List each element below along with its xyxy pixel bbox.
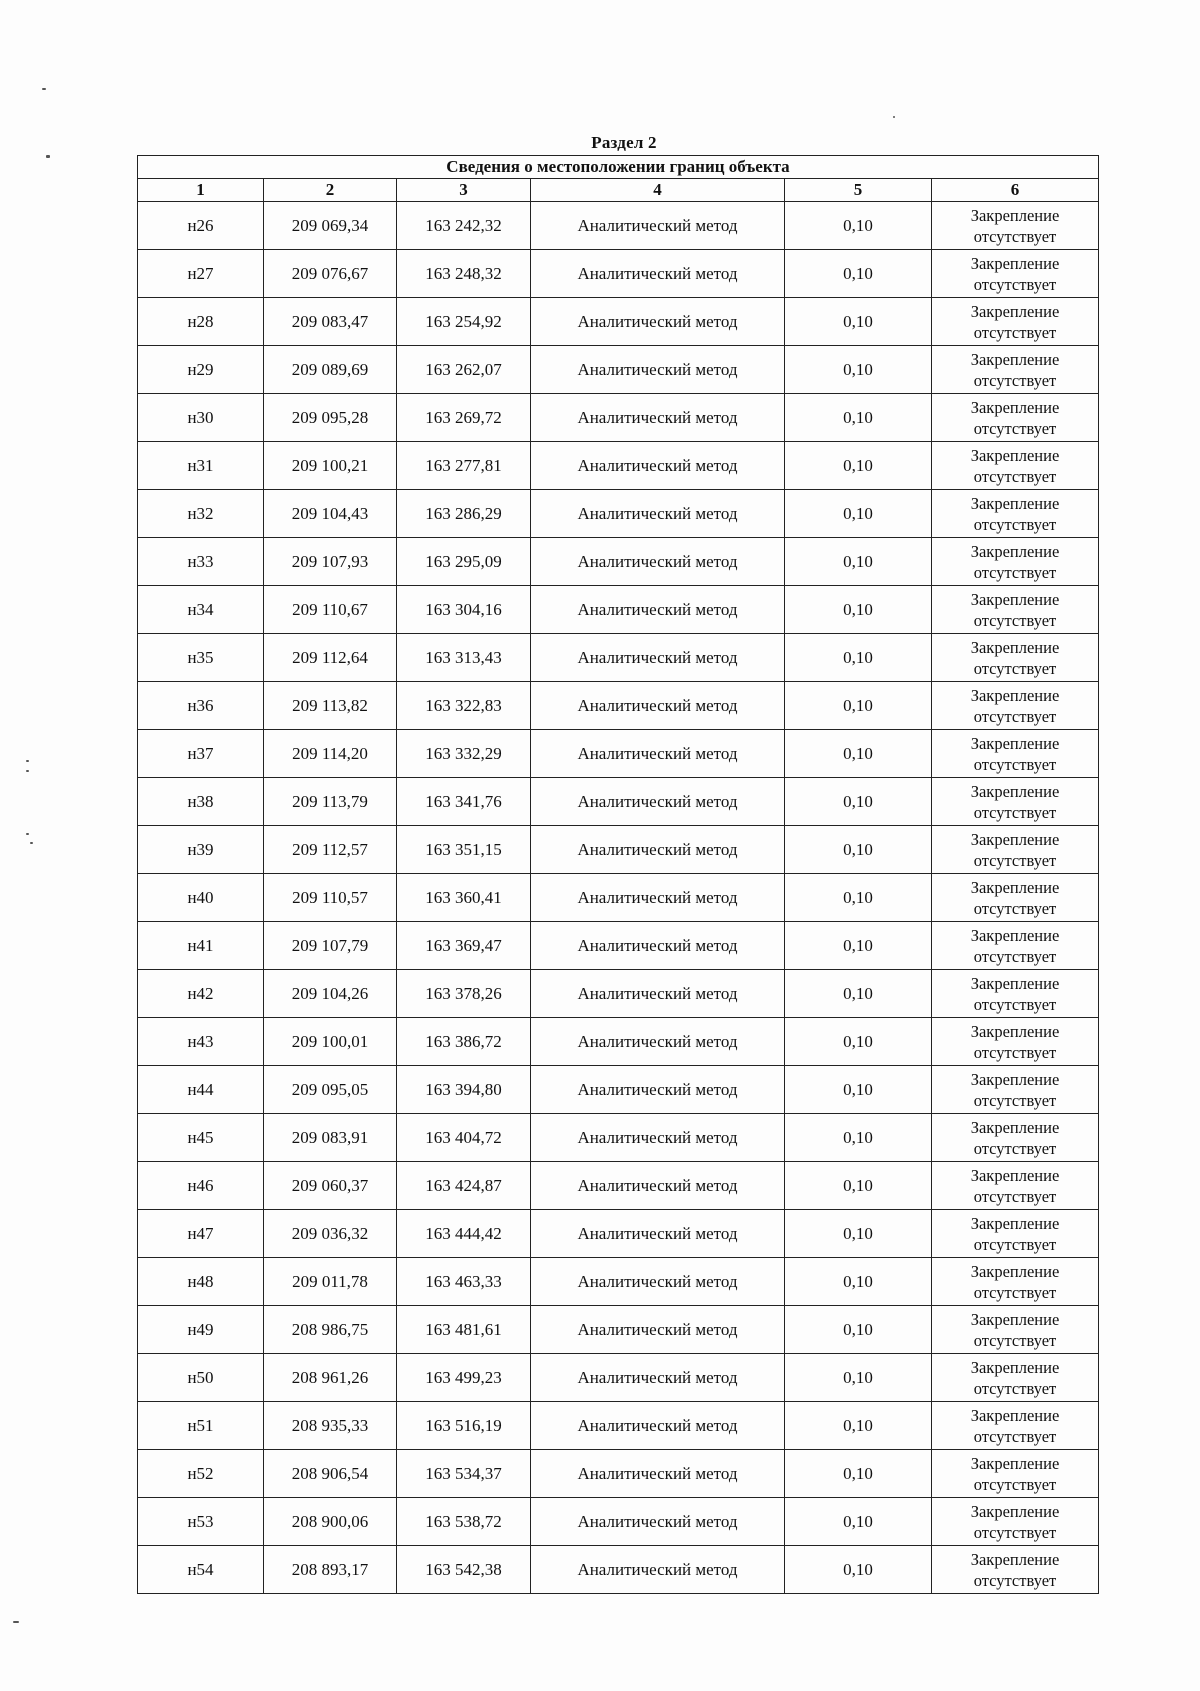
fixing-description-cell: Закрепление отсутствует	[932, 1450, 1099, 1498]
fixing-description-cell: Закрепление отсутствует	[932, 634, 1099, 682]
table-row	[138, 682, 1099, 730]
method-cell: Аналитический метод	[531, 202, 785, 250]
y-coordinate-cell: 163 277,81	[397, 442, 531, 490]
method-cell: Аналитический метод	[531, 1546, 785, 1594]
x-coordinate-cell: 209 069,34	[264, 202, 397, 250]
accuracy-cell: 0,10	[785, 490, 932, 538]
fixing-description-cell: Закрепление отсутствует	[932, 1162, 1099, 1210]
fixing-description-cell: Закрепление отсутствует	[932, 826, 1099, 874]
y-coordinate-cell: 163 254,92	[397, 298, 531, 346]
y-coordinate-cell: 163 262,07	[397, 346, 531, 394]
fixing-description-cell: Закрепление отсутствует	[932, 1018, 1099, 1066]
table-body	[138, 202, 1099, 1594]
table-row	[138, 202, 1099, 250]
y-coordinate-cell: 163 341,76	[397, 778, 531, 826]
table-row	[138, 1498, 1099, 1546]
method-cell: Аналитический метод	[531, 634, 785, 682]
y-coordinate-cell: 163 286,29	[397, 490, 531, 538]
y-coordinate-cell: 163 369,47	[397, 922, 531, 970]
accuracy-cell: 0,10	[785, 1114, 932, 1162]
table-row	[138, 538, 1099, 586]
method-cell: Аналитический метод	[531, 298, 785, 346]
fixing-description-cell: Закрепление отсутствует	[932, 1210, 1099, 1258]
x-coordinate-cell: 209 112,64	[264, 634, 397, 682]
point-name-cell: н35	[138, 634, 264, 682]
method-cell: Аналитический метод	[531, 1258, 785, 1306]
point-name-cell: н48	[138, 1258, 264, 1306]
x-coordinate-cell: 209 113,79	[264, 778, 397, 826]
accuracy-cell: 0,10	[785, 634, 932, 682]
accuracy-cell: 0,10	[785, 442, 932, 490]
x-coordinate-cell: 209 107,93	[264, 538, 397, 586]
x-coordinate-cell: 209 104,43	[264, 490, 397, 538]
y-coordinate-cell: 163 322,83	[397, 682, 531, 730]
table-row	[138, 1018, 1099, 1066]
method-cell: Аналитический метод	[531, 394, 785, 442]
table-row	[138, 1450, 1099, 1498]
table-row	[138, 394, 1099, 442]
y-coordinate-cell: 163 542,38	[397, 1546, 531, 1594]
y-coordinate-cell: 163 304,16	[397, 586, 531, 634]
column-number: 5	[785, 179, 932, 202]
point-name-cell: н31	[138, 442, 264, 490]
boundary-table-wrapper	[137, 155, 1099, 1594]
table-caption: Сведения о местоположении границ объекта	[138, 156, 1099, 179]
point-name-cell: н40	[138, 874, 264, 922]
method-cell: Аналитический метод	[531, 586, 785, 634]
y-coordinate-cell: 163 313,43	[397, 634, 531, 682]
table-row	[138, 778, 1099, 826]
method-cell: Аналитический метод	[531, 442, 785, 490]
x-coordinate-cell: 208 893,17	[264, 1546, 397, 1594]
fixing-description-cell: Закрепление отсутствует	[932, 346, 1099, 394]
column-number: 4	[531, 179, 785, 202]
method-cell: Аналитический метод	[531, 1114, 785, 1162]
accuracy-cell: 0,10	[785, 1210, 932, 1258]
y-coordinate-cell: 163 360,41	[397, 874, 531, 922]
column-number-row	[138, 179, 1099, 202]
x-coordinate-cell: 208 900,06	[264, 1498, 397, 1546]
point-name-cell: н28	[138, 298, 264, 346]
column-number: 2	[264, 179, 397, 202]
accuracy-cell: 0,10	[785, 1546, 932, 1594]
scan-speck	[26, 833, 29, 835]
x-coordinate-cell: 209 100,01	[264, 1018, 397, 1066]
x-coordinate-cell: 208 906,54	[264, 1450, 397, 1498]
table-row	[138, 586, 1099, 634]
point-name-cell: н44	[138, 1066, 264, 1114]
table-row	[138, 442, 1099, 490]
x-coordinate-cell: 209 095,05	[264, 1066, 397, 1114]
y-coordinate-cell: 163 394,80	[397, 1066, 531, 1114]
fixing-description-cell: Закрепление отсутствует	[932, 442, 1099, 490]
table-row	[138, 730, 1099, 778]
column-number: 3	[397, 179, 531, 202]
point-name-cell: н52	[138, 1450, 264, 1498]
scan-speck	[26, 770, 29, 772]
accuracy-cell: 0,10	[785, 1402, 932, 1450]
accuracy-cell: 0,10	[785, 202, 932, 250]
method-cell: Аналитический метод	[531, 874, 785, 922]
point-name-cell: н43	[138, 1018, 264, 1066]
table-row	[138, 1546, 1099, 1594]
accuracy-cell: 0,10	[785, 1354, 932, 1402]
table-row	[138, 634, 1099, 682]
y-coordinate-cell: 163 378,26	[397, 970, 531, 1018]
point-name-cell: н39	[138, 826, 264, 874]
table-row	[138, 250, 1099, 298]
accuracy-cell: 0,10	[785, 346, 932, 394]
table-row	[138, 298, 1099, 346]
method-cell: Аналитический метод	[531, 1306, 785, 1354]
scan-speck	[42, 88, 46, 90]
table-row	[138, 826, 1099, 874]
y-coordinate-cell: 163 404,72	[397, 1114, 531, 1162]
fixing-description-cell: Закрепление отсутствует	[932, 490, 1099, 538]
fixing-description-cell: Закрепление отсутствует	[932, 1354, 1099, 1402]
fixing-description-cell: Закрепление отсутствует	[932, 1306, 1099, 1354]
y-coordinate-cell: 163 351,15	[397, 826, 531, 874]
y-coordinate-cell: 163 424,87	[397, 1162, 531, 1210]
accuracy-cell: 0,10	[785, 682, 932, 730]
column-number: 1	[138, 179, 264, 202]
boundary-coordinates-table	[137, 155, 1099, 1594]
x-coordinate-cell: 209 112,57	[264, 826, 397, 874]
y-coordinate-cell: 163 463,33	[397, 1258, 531, 1306]
fixing-description-cell: Закрепление отсутствует	[932, 394, 1099, 442]
table-row	[138, 970, 1099, 1018]
y-coordinate-cell: 163 248,32	[397, 250, 531, 298]
fixing-description-cell: Закрепление отсутствует	[932, 586, 1099, 634]
point-name-cell: н41	[138, 922, 264, 970]
accuracy-cell: 0,10	[785, 1498, 932, 1546]
table-row	[138, 874, 1099, 922]
method-cell: Аналитический метод	[531, 682, 785, 730]
point-name-cell: н47	[138, 1210, 264, 1258]
table-row	[138, 922, 1099, 970]
fixing-description-cell: Закрепление отсутствует	[932, 538, 1099, 586]
method-cell: Аналитический метод	[531, 538, 785, 586]
table-row	[138, 1210, 1099, 1258]
column-number: 6	[932, 179, 1099, 202]
fixing-description-cell: Закрепление отсутствует	[932, 1402, 1099, 1450]
accuracy-cell: 0,10	[785, 1162, 932, 1210]
accuracy-cell: 0,10	[785, 970, 932, 1018]
scan-speck	[30, 842, 33, 844]
x-coordinate-cell: 209 100,21	[264, 442, 397, 490]
point-name-cell: н49	[138, 1306, 264, 1354]
accuracy-cell: 0,10	[785, 394, 932, 442]
accuracy-cell: 0,10	[785, 1306, 932, 1354]
fixing-description-cell: Закрепление отсутствует	[932, 1258, 1099, 1306]
accuracy-cell: 0,10	[785, 1066, 932, 1114]
table-row	[138, 1162, 1099, 1210]
y-coordinate-cell: 163 386,72	[397, 1018, 531, 1066]
point-name-cell: н37	[138, 730, 264, 778]
table-row	[138, 1114, 1099, 1162]
y-coordinate-cell: 163 444,42	[397, 1210, 531, 1258]
x-coordinate-cell: 208 961,26	[264, 1354, 397, 1402]
x-coordinate-cell: 209 083,91	[264, 1114, 397, 1162]
y-coordinate-cell: 163 499,23	[397, 1354, 531, 1402]
point-name-cell: н38	[138, 778, 264, 826]
y-coordinate-cell: 163 269,72	[397, 394, 531, 442]
x-coordinate-cell: 208 986,75	[264, 1306, 397, 1354]
point-name-cell: н33	[138, 538, 264, 586]
point-name-cell: н34	[138, 586, 264, 634]
x-coordinate-cell: 209 089,69	[264, 346, 397, 394]
scan-speck	[46, 155, 50, 158]
y-coordinate-cell: 163 481,61	[397, 1306, 531, 1354]
table-row	[138, 1306, 1099, 1354]
x-coordinate-cell: 208 935,33	[264, 1402, 397, 1450]
fixing-description-cell: Закрепление отсутствует	[932, 1066, 1099, 1114]
point-name-cell: н50	[138, 1354, 264, 1402]
fixing-description-cell: Закрепление отсутствует	[932, 922, 1099, 970]
table-row	[138, 490, 1099, 538]
x-coordinate-cell: 209 060,37	[264, 1162, 397, 1210]
method-cell: Аналитический метод	[531, 1402, 785, 1450]
point-name-cell: н46	[138, 1162, 264, 1210]
accuracy-cell: 0,10	[785, 826, 932, 874]
method-cell: Аналитический метод	[531, 1498, 785, 1546]
fixing-description-cell: Закрепление отсутствует	[932, 202, 1099, 250]
point-name-cell: н53	[138, 1498, 264, 1546]
table-row	[138, 346, 1099, 394]
method-cell: Аналитический метод	[531, 826, 785, 874]
y-coordinate-cell: 163 538,72	[397, 1498, 531, 1546]
accuracy-cell: 0,10	[785, 730, 932, 778]
point-name-cell: н54	[138, 1546, 264, 1594]
x-coordinate-cell: 209 095,28	[264, 394, 397, 442]
fixing-description-cell: Закрепление отсутствует	[932, 298, 1099, 346]
fixing-description-cell: Закрепление отсутствует	[932, 1546, 1099, 1594]
accuracy-cell: 0,10	[785, 250, 932, 298]
fixing-description-cell: Закрепление отсутствует	[932, 874, 1099, 922]
method-cell: Аналитический метод	[531, 1210, 785, 1258]
table-row	[138, 1066, 1099, 1114]
method-cell: Аналитический метод	[531, 730, 785, 778]
y-coordinate-cell: 163 242,32	[397, 202, 531, 250]
method-cell: Аналитический метод	[531, 1162, 785, 1210]
x-coordinate-cell: 209 113,82	[264, 682, 397, 730]
scan-speck	[26, 760, 29, 762]
x-coordinate-cell: 209 036,32	[264, 1210, 397, 1258]
fixing-description-cell: Закрепление отсутствует	[932, 778, 1099, 826]
accuracy-cell: 0,10	[785, 298, 932, 346]
accuracy-cell: 0,10	[785, 1018, 932, 1066]
accuracy-cell: 0,10	[785, 922, 932, 970]
y-coordinate-cell: 163 332,29	[397, 730, 531, 778]
method-cell: Аналитический метод	[531, 1354, 785, 1402]
point-name-cell: н45	[138, 1114, 264, 1162]
accuracy-cell: 0,10	[785, 1450, 932, 1498]
method-cell: Аналитический метод	[531, 490, 785, 538]
point-name-cell: н29	[138, 346, 264, 394]
x-coordinate-cell: 209 107,79	[264, 922, 397, 970]
accuracy-cell: 0,10	[785, 874, 932, 922]
x-coordinate-cell: 209 076,67	[264, 250, 397, 298]
point-name-cell: н51	[138, 1402, 264, 1450]
scan-speck	[893, 116, 895, 118]
fixing-description-cell: Закрепление отсутствует	[932, 730, 1099, 778]
point-name-cell: н27	[138, 250, 264, 298]
accuracy-cell: 0,10	[785, 538, 932, 586]
section-title: Раздел 2	[591, 133, 657, 152]
method-cell: Аналитический метод	[531, 1018, 785, 1066]
fixing-description-cell: Закрепление отсутствует	[932, 1498, 1099, 1546]
method-cell: Аналитический метод	[531, 346, 785, 394]
scan-speck	[13, 1621, 19, 1623]
fixing-description-cell: Закрепление отсутствует	[932, 970, 1099, 1018]
x-coordinate-cell: 209 011,78	[264, 1258, 397, 1306]
point-name-cell: н32	[138, 490, 264, 538]
fixing-description-cell: Закрепление отсутствует	[932, 250, 1099, 298]
y-coordinate-cell: 163 295,09	[397, 538, 531, 586]
fixing-description-cell: Закрепление отсутствует	[932, 1114, 1099, 1162]
x-coordinate-cell: 209 110,67	[264, 586, 397, 634]
accuracy-cell: 0,10	[785, 586, 932, 634]
method-cell: Аналитический метод	[531, 1450, 785, 1498]
accuracy-cell: 0,10	[785, 1258, 932, 1306]
point-name-cell: н30	[138, 394, 264, 442]
y-coordinate-cell: 163 516,19	[397, 1402, 531, 1450]
method-cell: Аналитический метод	[531, 250, 785, 298]
method-cell: Аналитический метод	[531, 1066, 785, 1114]
table-row	[138, 1258, 1099, 1306]
point-name-cell: н42	[138, 970, 264, 1018]
x-coordinate-cell: 209 110,57	[264, 874, 397, 922]
point-name-cell: н26	[138, 202, 264, 250]
x-coordinate-cell: 209 104,26	[264, 970, 397, 1018]
point-name-cell: н36	[138, 682, 264, 730]
x-coordinate-cell: 209 083,47	[264, 298, 397, 346]
method-cell: Аналитический метод	[531, 970, 785, 1018]
table-row	[138, 1354, 1099, 1402]
x-coordinate-cell: 209 114,20	[264, 730, 397, 778]
accuracy-cell: 0,10	[785, 778, 932, 826]
y-coordinate-cell: 163 534,37	[397, 1450, 531, 1498]
table-row	[138, 1402, 1099, 1450]
fixing-description-cell: Закрепление отсутствует	[932, 682, 1099, 730]
method-cell: Аналитический метод	[531, 778, 785, 826]
method-cell: Аналитический метод	[531, 922, 785, 970]
